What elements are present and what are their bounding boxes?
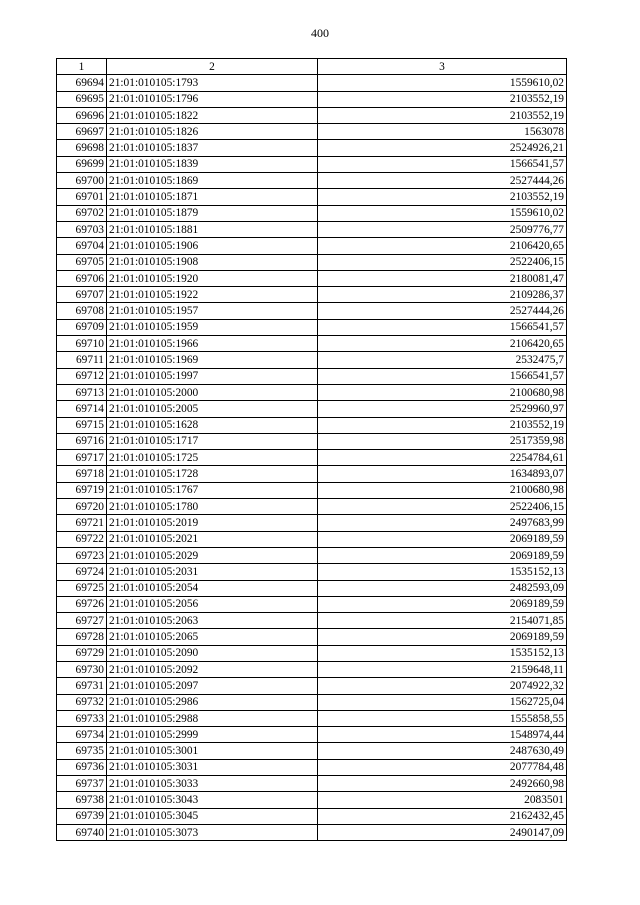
cadastral-number-cell: 21:01:010105:1969 — [107, 352, 318, 368]
value-cell: 2103552,19 — [318, 417, 567, 433]
value-cell: 2492660,98 — [318, 776, 567, 792]
row-number-cell: 69726 — [57, 596, 107, 612]
row-number-cell: 69735 — [57, 743, 107, 759]
table-row — [57, 173, 567, 189]
value-cell: 1535152,13 — [318, 645, 567, 661]
table-row — [57, 564, 567, 580]
cadastral-number-cell: 21:01:010105:1837 — [107, 140, 318, 156]
row-number-cell: 69733 — [57, 710, 107, 726]
table-row — [57, 515, 567, 531]
row-number-cell: 69713 — [57, 384, 107, 400]
value-cell: 2159648,11 — [318, 661, 567, 677]
cadastral-number-cell: 21:01:010105:3031 — [107, 759, 318, 775]
row-number-cell: 69711 — [57, 352, 107, 368]
row-number-cell: 69721 — [57, 515, 107, 531]
table-row — [57, 466, 567, 482]
value-cell: 2106420,65 — [318, 336, 567, 352]
cadastral-number-cell: 21:01:010105:1966 — [107, 336, 318, 352]
table-row — [57, 91, 567, 107]
table-row — [57, 189, 567, 205]
value-cell: 2517359,98 — [318, 433, 567, 449]
table-row — [57, 727, 567, 743]
value-cell: 2162432,45 — [318, 808, 567, 824]
table-row — [57, 824, 567, 840]
row-number-cell: 69729 — [57, 645, 107, 661]
row-number-cell: 69718 — [57, 466, 107, 482]
row-number-cell: 69722 — [57, 531, 107, 547]
cadastral-number-cell: 21:01:010105:1881 — [107, 221, 318, 237]
row-number-cell: 69714 — [57, 401, 107, 417]
table-row — [57, 336, 567, 352]
cadastral-number-cell: 21:01:010105:1767 — [107, 482, 318, 498]
cadastral-number-cell: 21:01:010105:2029 — [107, 547, 318, 563]
row-number-cell: 69700 — [57, 173, 107, 189]
row-number-cell: 69728 — [57, 629, 107, 645]
cadastral-number-cell: 21:01:010105:1908 — [107, 254, 318, 270]
cadastral-number-cell: 21:01:010105:2031 — [107, 564, 318, 580]
row-number-cell: 69715 — [57, 417, 107, 433]
column-header-3: 3 — [318, 59, 567, 75]
row-number-cell: 69705 — [57, 254, 107, 270]
table-row — [57, 205, 567, 221]
table-row — [57, 140, 567, 156]
cadastral-number-cell: 21:01:010105:2097 — [107, 678, 318, 694]
cadastral-number-cell: 21:01:010105:1879 — [107, 205, 318, 221]
value-cell: 2487630,49 — [318, 743, 567, 759]
value-cell: 2522406,15 — [318, 254, 567, 270]
row-number-cell: 69710 — [57, 336, 107, 352]
cadastral-number-cell: 21:01:010105:1725 — [107, 450, 318, 466]
value-cell: 1566541,57 — [318, 368, 567, 384]
cadastral-number-cell: 21:01:010105:3073 — [107, 824, 318, 840]
cadastral-number-cell: 21:01:010105:3043 — [107, 792, 318, 808]
value-cell: 2527444,26 — [318, 303, 567, 319]
cadastral-number-cell: 21:01:010105:1780 — [107, 499, 318, 515]
cadastral-number-cell: 21:01:010105:3033 — [107, 776, 318, 792]
table-row — [57, 482, 567, 498]
row-number-cell: 69740 — [57, 824, 107, 840]
value-cell: 1563078 — [318, 124, 567, 140]
row-number-cell: 69730 — [57, 661, 107, 677]
cadastral-number-cell: 21:01:010105:2999 — [107, 727, 318, 743]
table-row — [57, 221, 567, 237]
value-cell: 1562725,04 — [318, 694, 567, 710]
table-row — [57, 531, 567, 547]
table-row — [57, 710, 567, 726]
cadastral-number-cell: 21:01:010105:2988 — [107, 710, 318, 726]
table-row — [57, 368, 567, 384]
cadastral-number-cell: 21:01:010105:1959 — [107, 319, 318, 335]
row-number-cell: 69725 — [57, 580, 107, 596]
row-number-cell: 69702 — [57, 205, 107, 221]
value-cell: 1566541,57 — [318, 319, 567, 335]
cadastral-number-cell: 21:01:010105:1796 — [107, 91, 318, 107]
value-cell: 2069189,59 — [318, 547, 567, 563]
header-row — [57, 59, 567, 75]
row-number-cell: 69732 — [57, 694, 107, 710]
table-row — [57, 678, 567, 694]
value-cell: 1559610,02 — [318, 205, 567, 221]
cadastral-number-cell: 21:01:010105:2090 — [107, 645, 318, 661]
row-number-cell: 69731 — [57, 678, 107, 694]
value-cell: 2074922,32 — [318, 678, 567, 694]
row-number-cell: 69699 — [57, 156, 107, 172]
cadastral-number-cell: 21:01:010105:1822 — [107, 107, 318, 123]
cadastral-number-cell: 21:01:010105:1957 — [107, 303, 318, 319]
table-row — [57, 743, 567, 759]
value-cell: 2532475,7 — [318, 352, 567, 368]
table-row — [57, 759, 567, 775]
table-row — [57, 792, 567, 808]
table-row — [57, 580, 567, 596]
row-number-cell: 69694 — [57, 75, 107, 91]
row-number-cell: 69697 — [57, 124, 107, 140]
cadastral-number-cell: 21:01:010105:2063 — [107, 613, 318, 629]
table-row — [57, 238, 567, 254]
cadastral-number-cell: 21:01:010105:2065 — [107, 629, 318, 645]
value-cell: 1634893,07 — [318, 466, 567, 482]
row-number-cell: 69717 — [57, 450, 107, 466]
value-cell: 2482593,09 — [318, 580, 567, 596]
value-cell: 1566541,57 — [318, 156, 567, 172]
row-number-cell: 69737 — [57, 776, 107, 792]
table-row — [57, 352, 567, 368]
value-cell: 2527444,26 — [318, 173, 567, 189]
table-row — [57, 613, 567, 629]
cadastral-number-cell: 21:01:010105:1728 — [107, 466, 318, 482]
row-number-cell: 69712 — [57, 368, 107, 384]
table-row — [57, 75, 567, 91]
row-number-cell: 69696 — [57, 107, 107, 123]
table-row — [57, 629, 567, 645]
table-row — [57, 319, 567, 335]
value-cell: 2109286,37 — [318, 287, 567, 303]
table-row — [57, 124, 567, 140]
cadastral-number-cell: 21:01:010105:1871 — [107, 189, 318, 205]
cadastral-number-cell: 21:01:010105:1920 — [107, 270, 318, 286]
cadastral-number-cell: 21:01:010105:1717 — [107, 433, 318, 449]
column-header-2: 2 — [107, 59, 318, 75]
row-number-cell: 69701 — [57, 189, 107, 205]
row-number-cell: 69708 — [57, 303, 107, 319]
table-row — [57, 547, 567, 563]
cadastral-number-cell: 21:01:010105:2000 — [107, 384, 318, 400]
table-row — [57, 156, 567, 172]
table-row — [57, 303, 567, 319]
row-number-cell: 69695 — [57, 91, 107, 107]
table-row — [57, 433, 567, 449]
value-cell: 2522406,15 — [318, 499, 567, 515]
row-number-cell: 69738 — [57, 792, 107, 808]
row-number-cell: 69707 — [57, 287, 107, 303]
row-number-cell: 69734 — [57, 727, 107, 743]
value-cell: 2069189,59 — [318, 531, 567, 547]
row-number-cell: 69698 — [57, 140, 107, 156]
cadastral-number-cell: 21:01:010105:1997 — [107, 368, 318, 384]
table-row — [57, 384, 567, 400]
value-cell: 2106420,65 — [318, 238, 567, 254]
value-cell: 2254784,61 — [318, 450, 567, 466]
column-header-1: 1 — [57, 59, 107, 75]
cadastral-number-cell: 21:01:010105:1793 — [107, 75, 318, 91]
row-number-cell: 69719 — [57, 482, 107, 498]
table-row — [57, 417, 567, 433]
table-row — [57, 287, 567, 303]
table-row — [57, 694, 567, 710]
value-cell: 2529960,97 — [318, 401, 567, 417]
row-number-cell: 69736 — [57, 759, 107, 775]
table-row — [57, 270, 567, 286]
value-cell: 2069189,59 — [318, 596, 567, 612]
table-row — [57, 499, 567, 515]
row-number-cell: 69706 — [57, 270, 107, 286]
cadastral-number-cell: 21:01:010105:2092 — [107, 661, 318, 677]
page-number: 400 — [311, 26, 329, 40]
value-cell: 2103552,19 — [318, 107, 567, 123]
cadastral-number-cell: 21:01:010105:2056 — [107, 596, 318, 612]
value-cell: 1559610,02 — [318, 75, 567, 91]
value-cell: 2509776,77 — [318, 221, 567, 237]
value-cell: 2083501 — [318, 792, 567, 808]
value-cell: 2100680,98 — [318, 384, 567, 400]
data-table — [56, 58, 567, 841]
value-cell: 1548974,44 — [318, 727, 567, 743]
cadastral-number-cell: 21:01:010105:1906 — [107, 238, 318, 254]
value-cell: 2154071,85 — [318, 613, 567, 629]
row-number-cell: 69723 — [57, 547, 107, 563]
cadastral-number-cell: 21:01:010105:2054 — [107, 580, 318, 596]
row-number-cell: 69704 — [57, 238, 107, 254]
cadastral-number-cell: 21:01:010105:1922 — [107, 287, 318, 303]
cadastral-number-cell: 21:01:010105:1826 — [107, 124, 318, 140]
row-number-cell: 69727 — [57, 613, 107, 629]
table-row — [57, 107, 567, 123]
value-cell: 2180081,47 — [318, 270, 567, 286]
table-row — [57, 776, 567, 792]
cadastral-number-cell: 21:01:010105:2019 — [107, 515, 318, 531]
value-cell: 2069189,59 — [318, 629, 567, 645]
table-row — [57, 596, 567, 612]
row-number-cell: 69709 — [57, 319, 107, 335]
cadastral-number-cell: 21:01:010105:2986 — [107, 694, 318, 710]
cadastral-number-cell: 21:01:010105:3045 — [107, 808, 318, 824]
value-cell: 2524926,21 — [318, 140, 567, 156]
cadastral-number-cell: 21:01:010105:1869 — [107, 173, 318, 189]
row-number-cell: 69739 — [57, 808, 107, 824]
table-row — [57, 450, 567, 466]
value-cell: 2077784,48 — [318, 759, 567, 775]
row-number-cell: 69720 — [57, 499, 107, 515]
value-cell: 2103552,19 — [318, 189, 567, 205]
row-number-cell: 69724 — [57, 564, 107, 580]
table-row — [57, 401, 567, 417]
cadastral-number-cell: 21:01:010105:2005 — [107, 401, 318, 417]
value-cell: 2103552,19 — [318, 91, 567, 107]
table-row — [57, 645, 567, 661]
cadastral-number-cell: 21:01:010105:1628 — [107, 417, 318, 433]
table-row — [57, 661, 567, 677]
value-cell: 2497683,99 — [318, 515, 567, 531]
cadastral-number-cell: 21:01:010105:1839 — [107, 156, 318, 172]
table-row — [57, 808, 567, 824]
cadastral-number-cell: 21:01:010105:2021 — [107, 531, 318, 547]
table-row — [57, 254, 567, 270]
row-number-cell: 69716 — [57, 433, 107, 449]
value-cell: 1535152,13 — [318, 564, 567, 580]
row-number-cell: 69703 — [57, 221, 107, 237]
value-cell: 2490147,09 — [318, 824, 567, 840]
table-body — [57, 75, 567, 841]
cadastral-number-cell: 21:01:010105:3001 — [107, 743, 318, 759]
value-cell: 1555858,55 — [318, 710, 567, 726]
value-cell: 2100680,98 — [318, 482, 567, 498]
